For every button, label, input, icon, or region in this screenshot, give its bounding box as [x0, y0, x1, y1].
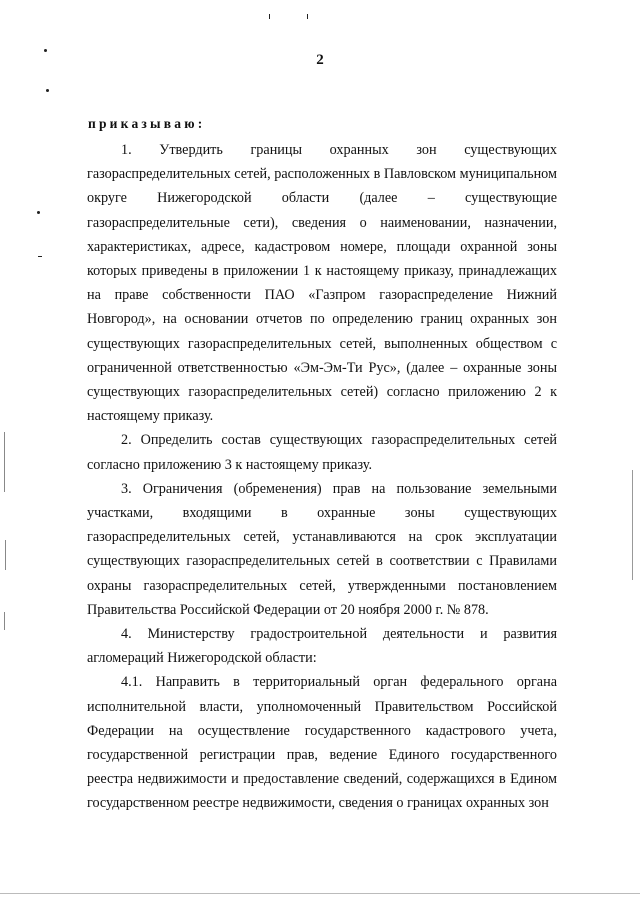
scan-speck [307, 14, 308, 19]
scan-speck [37, 211, 40, 214]
paragraph-4-1: 4.1. Направить в территориальный орган федерального органа исполнительной власти, уполномоченный Правительством Российской Федерации на осуществление государственного кадастрового учета, государственной регистрации прав, ведение Единого государственного реестра недвижимости и предоставление сведений, содержащихся в Едином государственном реестре недвижимости, сведения о границах охранных зон [87, 674, 557, 812]
paragraph-4: 4. Министерству градостроительной деятельности и развития агломераций Нижегородской области: [87, 626, 557, 667]
paragraph-2: 2. Определить состав существующих газораспределительных сетей согласно приложению 3 к настоящему приказу. [87, 432, 557, 473]
scan-edge-line [632, 470, 633, 580]
page-number: 2 [316, 52, 324, 68]
scan-edge-line [4, 612, 5, 630]
scan-edge-line [0, 893, 640, 894]
scan-speck [46, 89, 49, 92]
paragraph-3: 3. Ограничения (обременения) прав на пользование земельными участками, входящими в охранные зоны существующих газораспределительных сетей, устанавливаются на срок эксплуатации существующих газораспределительных сетей в соответствии с Правилами охраны газораспределительных сетей, утвержденными постановлением Правительства Российской Федерации от 20 ноября 2000 г. № 878. [87, 480, 557, 618]
scan-edge-line [4, 432, 5, 492]
scan-edge-line [5, 540, 6, 570]
order-lead-word: приказываю: [88, 116, 206, 131]
scan-speck [38, 256, 42, 257]
scan-speck [269, 14, 270, 19]
document-body [87, 138, 557, 816]
paragraph-1: 1. Утвердить границы охранных зон существующих газораспределительных сетей, расположенных в Павловском муниципальном округе Нижегородской области (далее – существующие газораспределительные сети), сведения о наименовании, назначении, характеристиках, адресе, кадастровом номере, площади охранной зоны которых приведены в приложении 1 к настоящему приказу, принадлежащих на праве собственности ПАО «Газпром газораспределение Нижний Новгород», на основании отчетов по определению границ охранных зон существующих газораспределительных сетей, выполненных обществом с ограниченной ответственностью «Эм-Эм-Ти Рус», (далее – охранные зоны существующих газораспределительных сетей) согласно приложению 2 к настоящему приказу. [87, 142, 557, 425]
